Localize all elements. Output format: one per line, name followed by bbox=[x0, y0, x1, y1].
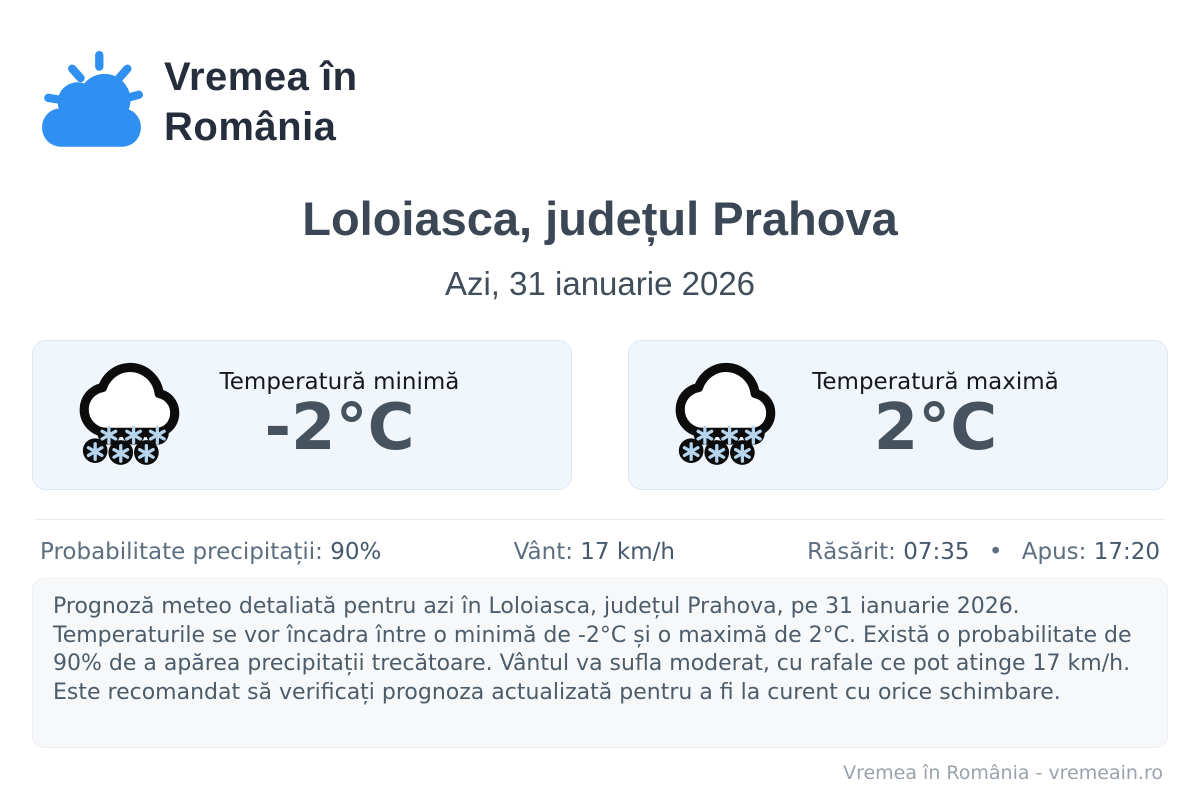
min-temperature-label: Temperatură minimă bbox=[219, 368, 460, 395]
sun-times-stat bbox=[807, 539, 1160, 565]
max-temperature-card bbox=[628, 340, 1168, 490]
max-temperature-text bbox=[789, 368, 1082, 465]
max-temperature-label: Temperatură maximă bbox=[812, 368, 1059, 395]
forecast-description: Prognoză meteo detaliată pentru azi în Loloiasca, județul Prahova, pe 31 ianuarie 2026. Temperaturile se vor încadra între o minimă de -2°C și o maximă de 2°C. Există o probabilitate de 90% de a apărea precipitații trecătoare. Vântul va sufla moderat, cu rafale ce pot atinge 17 km/h. Este recomandat să verificați prognoza actualizată pentru a fi la curent cu orice schimbare. bbox=[32, 578, 1168, 748]
wind-label: Vânt: bbox=[513, 539, 573, 565]
temperature-cards bbox=[32, 340, 1168, 490]
max-temperature-value: 2°C bbox=[873, 390, 998, 465]
site-logo[interactable] bbox=[40, 50, 358, 154]
logo-line1: Vremea în bbox=[164, 55, 358, 99]
min-temperature-card bbox=[32, 340, 572, 490]
site-logo-text bbox=[164, 52, 358, 152]
sunset-value: 17:20 bbox=[1093, 539, 1160, 565]
snow-cloud-icon bbox=[661, 360, 789, 470]
sunset-label: Apus: bbox=[1021, 539, 1087, 565]
page-title: Loloiasca, județul Prahova bbox=[302, 192, 898, 245]
precipitation-label: Probabilitate precipitații: bbox=[40, 539, 323, 565]
wind-stat bbox=[514, 539, 675, 565]
sunrise-value: 07:35 bbox=[903, 539, 970, 565]
page-subtitle: Azi, 31 ianuarie 2026 bbox=[444, 265, 756, 302]
min-temperature-value: -2°C bbox=[264, 390, 415, 465]
footer-site-link[interactable]: Vremea în România - vremeain.ro bbox=[843, 762, 1163, 784]
wind-value: 17 km/h bbox=[580, 539, 675, 565]
precipitation-stat bbox=[40, 539, 381, 565]
min-temperature-text bbox=[193, 368, 486, 465]
precipitation-value: 90% bbox=[330, 539, 382, 565]
snow-cloud-icon bbox=[65, 360, 193, 470]
logo-line2: România bbox=[164, 105, 337, 149]
sun-behind-cloud-icon bbox=[40, 50, 144, 154]
bullet-separator: • bbox=[988, 539, 1003, 565]
divider bbox=[35, 519, 1165, 520]
sunrise-label: Răsărit: bbox=[807, 539, 896, 565]
stats-row bbox=[40, 539, 1160, 565]
